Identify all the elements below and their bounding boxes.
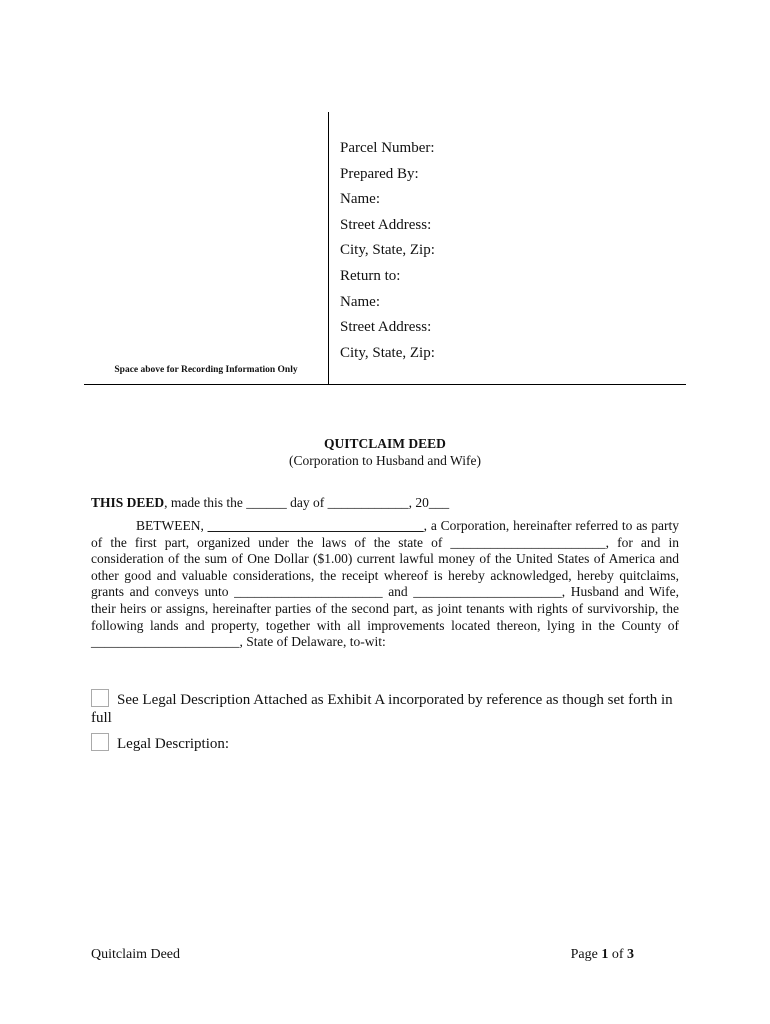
deed-date-text: , made this the ______ day of ____________, 20___	[164, 495, 450, 510]
exhibit-option-label: See Legal Description Attached as Exhibit A incorporated by reference as though set forth in full	[91, 692, 673, 726]
header-divider-vertical	[328, 112, 329, 384]
prepared-by-label: Prepared By:	[340, 165, 419, 182]
return-street-label: Street Address:	[340, 319, 432, 336]
between-word: BETWEEN,	[136, 518, 204, 533]
total-pages: 3	[627, 947, 634, 962]
current-page: 1	[601, 947, 609, 962]
recording-info-label: Space above for Recording Information Only	[114, 365, 298, 375]
footer-document-name: Quitclaim Deed	[91, 947, 181, 962]
header-divider-horizontal	[84, 384, 686, 385]
of-word: of	[611, 947, 624, 962]
footer-page-number	[571, 947, 634, 963]
legal-description-checkbox[interactable]	[91, 733, 109, 751]
legal-description-label: Legal Description:	[117, 736, 230, 752]
return-to-label: Return to:	[340, 267, 401, 284]
recording-info-fields	[340, 137, 435, 367]
return-name-label: Name:	[340, 293, 380, 310]
corporation-blank: ________________________________	[207, 518, 424, 533]
deed-body-paragraph	[91, 518, 679, 651]
document-title-block	[0, 436, 770, 469]
page-word: Page	[570, 947, 598, 962]
document-subtitle: (Corporation to Husband and Wife)	[289, 453, 481, 468]
parcel-number-label: Parcel Number:	[340, 140, 435, 156]
preparer-street-label: Street Address:	[340, 216, 432, 233]
legal-description-option	[91, 733, 229, 753]
preparer-name-label: Name:	[340, 191, 380, 208]
document-title: QUITCLAIM DEED	[324, 436, 446, 451]
deed-date-line	[91, 495, 449, 511]
deed-lead: THIS DEED	[91, 495, 165, 510]
exhibit-checkbox[interactable]	[91, 689, 109, 707]
return-city-label: City, State, Zip:	[340, 344, 435, 361]
exhibit-option	[91, 689, 681, 727]
deed-body-text: , a Corporation, hereinafter referred to as party of the first part, organized under the laws of the state of _______________________, for and in consideration of the sum of One Dollar ($1.00) current lawful money of the United States of America and other good and valuable considerations, the receipt whereof is hereby acknowledged, hereby quitclaims, grants and conveys unto ______________________ and ______________________, Husband and Wife, their heirs or assigns, hereinafter parties of the second part, as joint tenants with rights of survivorship, the following lands and property, together with all improvements located thereon, lying in the County of ______________________, State of Delaware, to-wit:	[91, 518, 679, 650]
preparer-city-label: City, State, Zip:	[340, 242, 435, 259]
